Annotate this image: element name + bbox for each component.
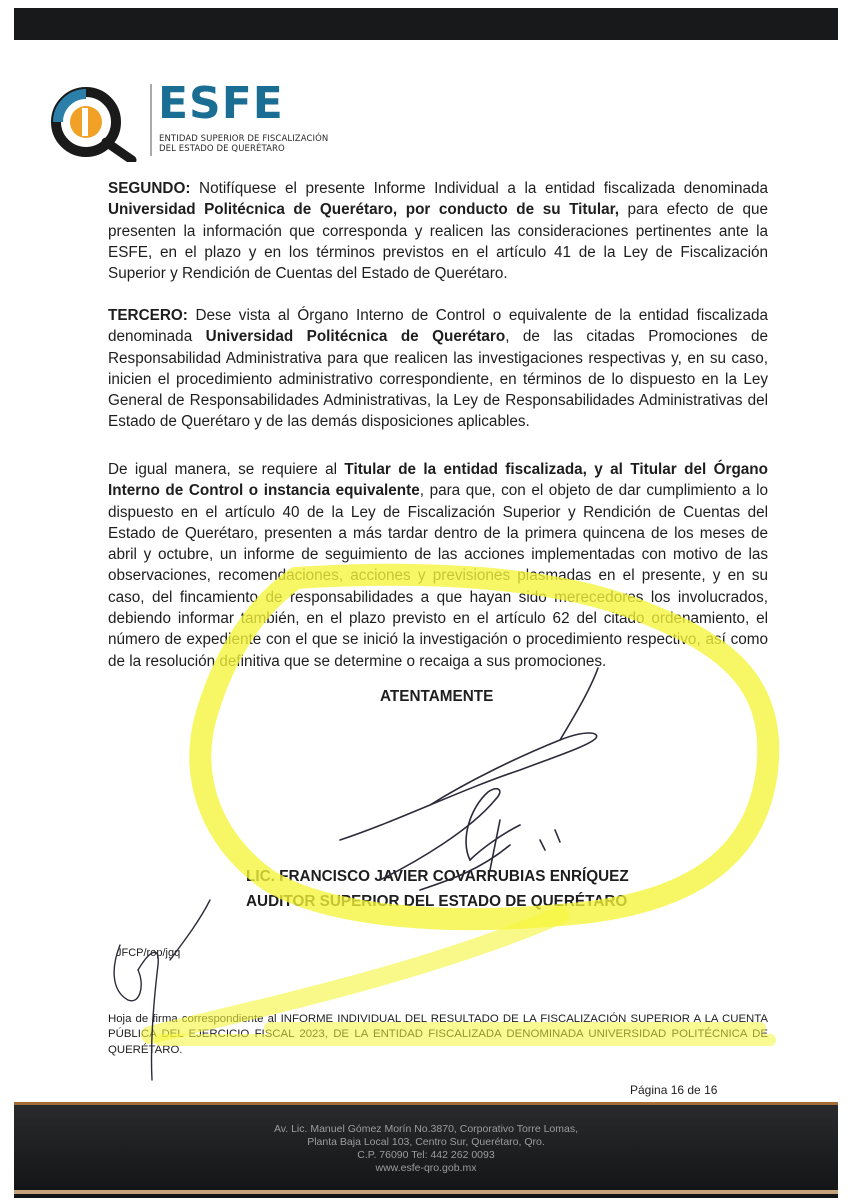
footer-bottom-rule <box>14 1190 838 1194</box>
esfe-logo <box>48 78 329 162</box>
paragraph-tercero <box>108 305 768 433</box>
tercero-text-1: Dese vista al Órgano Interno de Control o equivalente de la entidad fiscalizada denominada <box>108 307 768 346</box>
paragraph-igual-manera <box>108 459 768 672</box>
footer-address-line-2: Planta Baja Local 103, Centro Sur, Querétaro, Qro. <box>307 1136 545 1148</box>
footer-postal-phone: C.P. 76090 Tel: 442 262 0093 <box>357 1149 495 1161</box>
paragraph-segundo <box>108 178 768 284</box>
signer-name: LIC. FRANCISCO JAVIER COVARRUBIAS ENRÍQUEZ <box>246 868 629 885</box>
segundo-text-1: Notifíquese el presente Informe Individual a la entidad fiscalizada denominada <box>190 180 768 197</box>
logo-divider <box>150 84 152 156</box>
igual-text-1: De igual manera, se requiere al <box>108 461 345 478</box>
segundo-entity: Universidad Politécnica de Querétaro, por conducto de su Titular, <box>108 201 619 219</box>
closing-atentamente: ATENTAMENTE <box>380 688 494 705</box>
signer-title: AUDITOR SUPERIOR DEL ESTADO DE QUERÉTARO <box>246 893 628 910</box>
logo-subtitle-line-2: DEL ESTADO DE QUERÉTARO <box>159 144 285 154</box>
reference-initials: JFCP/rop/jgq <box>116 947 181 959</box>
footer-accent-rule <box>14 1102 838 1105</box>
igual-text-2: , para que, con el objeto de dar cumplimiento a lo dispuesto en el artículo 40 de la Ley de Fiscalización Superior y Rendición de Cuentas del Estado de Querétaro, presenten a más tardar dentro de la primera quincena de los meses de abril y octubre, un informe de seguimiento de las acciones implementadas con motivo de las observaciones, recomendaciones, acciones y previsiones plasmadas en el presente, y en su caso, del fincamiento de responsabilidades a que hayan sido merecedores los involucrados, debiendo informar también, en el plazo previsto en el artículo 62 del citado ordenamiento, el número de expediente con el que se inició la investigación o procedimiento respectivo, así como de la resolución definitiva que se determine o recaiga a sus promociones. <box>108 482 768 670</box>
footer-address-line-1: Av. Lic. Manuel Gómez Morín No.3870, Corporativo Torre Lomas, <box>273 1123 579 1135</box>
igual-bold: Titular de la entidad fiscalizada, y al Titular del Órgano Interno de Control o instancia equivalente <box>108 461 768 500</box>
segundo-lead: SEGUNDO: <box>108 180 191 197</box>
logo-subtitle-line-1: ENTIDAD SUPERIOR DE FISCALIZACIÓN <box>159 134 329 144</box>
magnifier-logo-icon <box>48 82 144 162</box>
page-number: Página 16 de 16 <box>630 1083 718 1097</box>
logo-wordmark: ESFE <box>158 78 284 129</box>
tercero-lead: TERCERO: <box>108 307 188 324</box>
signature-sheet-note: Hoja de firma correspondiente al INFORME INDIVIDUAL DEL RESULTADO DE LA FISCALIZACIÓN SUPERIOR A LA CUENTA PÚBLICA DEL EJERCICIO FISCAL 2023, DE LA ENTIDAD FISCALIZADA DENOMINADA UNIVERSIDAD POLITÉCNICA DE QUERÉTARO. <box>108 1013 768 1056</box>
top-dark-band <box>14 8 838 40</box>
tercero-text-2: , de las citadas Promociones de Responsabilidad Administrativa para que realicen las investigaciones respectivas y, en su caso, inicien el procedimiento administrativo correspondiente, en términos de lo dispuesto en la Ley General de Responsabilidades Administrativas, la Ley de Responsabilidades Administrativas del Estado de Querétaro y de las demás disposiciones aplicables. <box>108 328 768 431</box>
segundo-text-2: para efecto de que presenten la información que corresponda y realicen las consideraciones pertinentes ante la ESFE, en el plazo y en los términos previstos en el artículo 41 de la Ley de Fiscalización Superior y Rendición de Cuentas del Estado de Querétaro. <box>108 201 768 283</box>
tercero-entity: Universidad Politécnica de Querétaro <box>205 328 506 346</box>
footer-website: www.esfe-qro.gob.mx <box>375 1162 477 1174</box>
